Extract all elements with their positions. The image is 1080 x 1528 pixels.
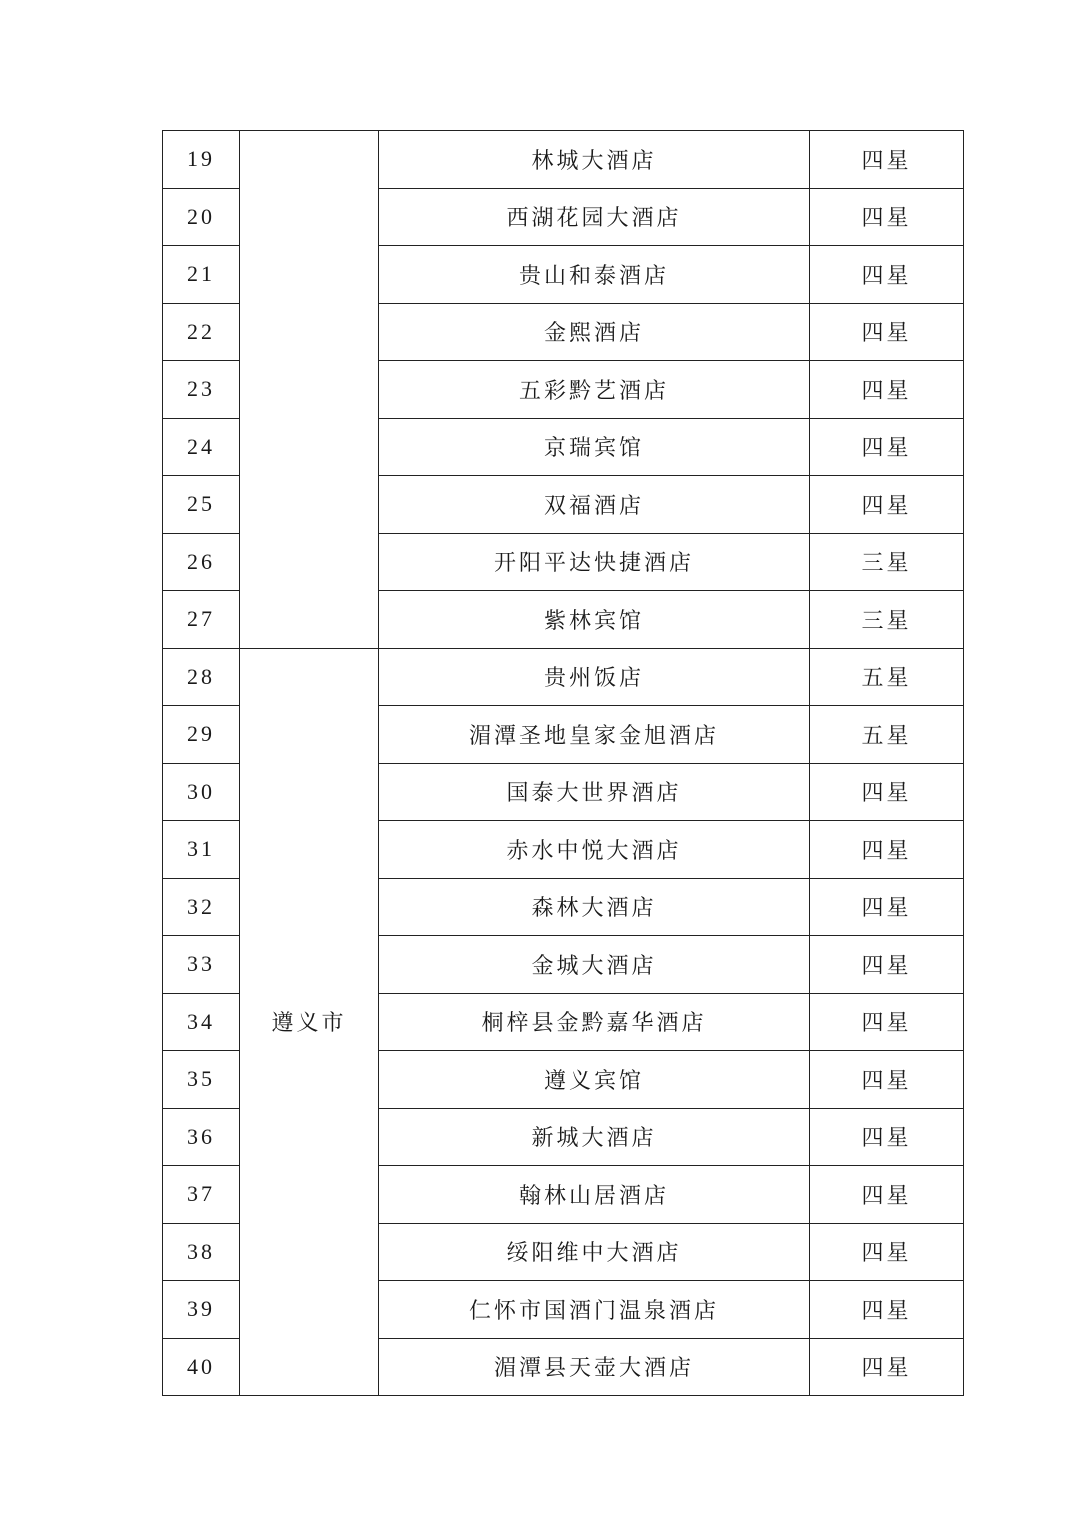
hotel-name: 金熙酒店 [379, 303, 810, 361]
row-number: 25 [163, 476, 240, 534]
row-number: 33 [163, 936, 240, 994]
row-number: 20 [163, 188, 240, 246]
star-rating: 四星 [810, 246, 964, 304]
row-number: 26 [163, 533, 240, 591]
hotel-name: 翰林山居酒店 [379, 1166, 810, 1224]
row-number: 37 [163, 1166, 240, 1224]
hotel-name: 金城大酒店 [379, 936, 810, 994]
star-rating: 五星 [810, 648, 964, 706]
star-rating: 四星 [810, 936, 964, 994]
row-number: 19 [163, 131, 240, 189]
star-rating: 四星 [810, 188, 964, 246]
hotel-name: 京瑞宾馆 [379, 418, 810, 476]
hotel-table [162, 130, 964, 1396]
hotel-name: 湄潭圣地皇家金旭酒店 [379, 706, 810, 764]
hotel-name: 国泰大世界酒店 [379, 763, 810, 821]
hotel-name: 林城大酒店 [379, 131, 810, 189]
city-cell: 遵义市 [240, 648, 379, 1396]
row-number: 24 [163, 418, 240, 476]
star-rating: 四星 [810, 1223, 964, 1281]
hotel-name: 紫林宾馆 [379, 591, 810, 649]
star-rating: 三星 [810, 533, 964, 591]
hotel-name: 贵州饭店 [379, 648, 810, 706]
row-number: 22 [163, 303, 240, 361]
row-number: 32 [163, 878, 240, 936]
star-rating: 四星 [810, 993, 964, 1051]
hotel-name: 遵义宾馆 [379, 1051, 810, 1109]
hotel-name: 森林大酒店 [379, 878, 810, 936]
star-rating: 四星 [810, 1108, 964, 1166]
star-rating: 四星 [810, 821, 964, 879]
row-number: 28 [163, 648, 240, 706]
hotel-name: 赤水中悦大酒店 [379, 821, 810, 879]
hotel-name: 贵山和泰酒店 [379, 246, 810, 304]
hotel-table-body [163, 131, 964, 1396]
hotel-name: 开阳平达快捷酒店 [379, 533, 810, 591]
row-number: 39 [163, 1281, 240, 1339]
star-rating: 四星 [810, 476, 964, 534]
row-number: 29 [163, 706, 240, 764]
row-number: 27 [163, 591, 240, 649]
city-cell [240, 131, 379, 649]
row-number: 30 [163, 763, 240, 821]
star-rating: 四星 [810, 878, 964, 936]
row-number: 36 [163, 1108, 240, 1166]
hotel-name: 五彩黔艺酒店 [379, 361, 810, 419]
star-rating: 四星 [810, 303, 964, 361]
hotel-name: 双福酒店 [379, 476, 810, 534]
star-rating: 四星 [810, 1281, 964, 1339]
row-number: 21 [163, 246, 240, 304]
star-rating: 四星 [810, 763, 964, 821]
row-number: 23 [163, 361, 240, 419]
hotel-name: 绥阳维中大酒店 [379, 1223, 810, 1281]
table-row [163, 648, 964, 706]
star-rating: 四星 [810, 1166, 964, 1224]
star-rating: 四星 [810, 418, 964, 476]
hotel-name: 仁怀市国酒门温泉酒店 [379, 1281, 810, 1339]
star-rating: 四星 [810, 131, 964, 189]
star-rating: 四星 [810, 1338, 964, 1396]
table-row [163, 131, 964, 189]
star-rating: 四星 [810, 1051, 964, 1109]
star-rating: 四星 [810, 361, 964, 419]
hotel-name: 湄潭县天壶大酒店 [379, 1338, 810, 1396]
star-rating: 三星 [810, 591, 964, 649]
row-number: 35 [163, 1051, 240, 1109]
row-number: 34 [163, 993, 240, 1051]
star-rating: 五星 [810, 706, 964, 764]
hotel-name: 新城大酒店 [379, 1108, 810, 1166]
row-number: 38 [163, 1223, 240, 1281]
hotel-name: 西湖花园大酒店 [379, 188, 810, 246]
row-number: 31 [163, 821, 240, 879]
hotel-name: 桐梓县金黔嘉华酒店 [379, 993, 810, 1051]
row-number: 40 [163, 1338, 240, 1396]
